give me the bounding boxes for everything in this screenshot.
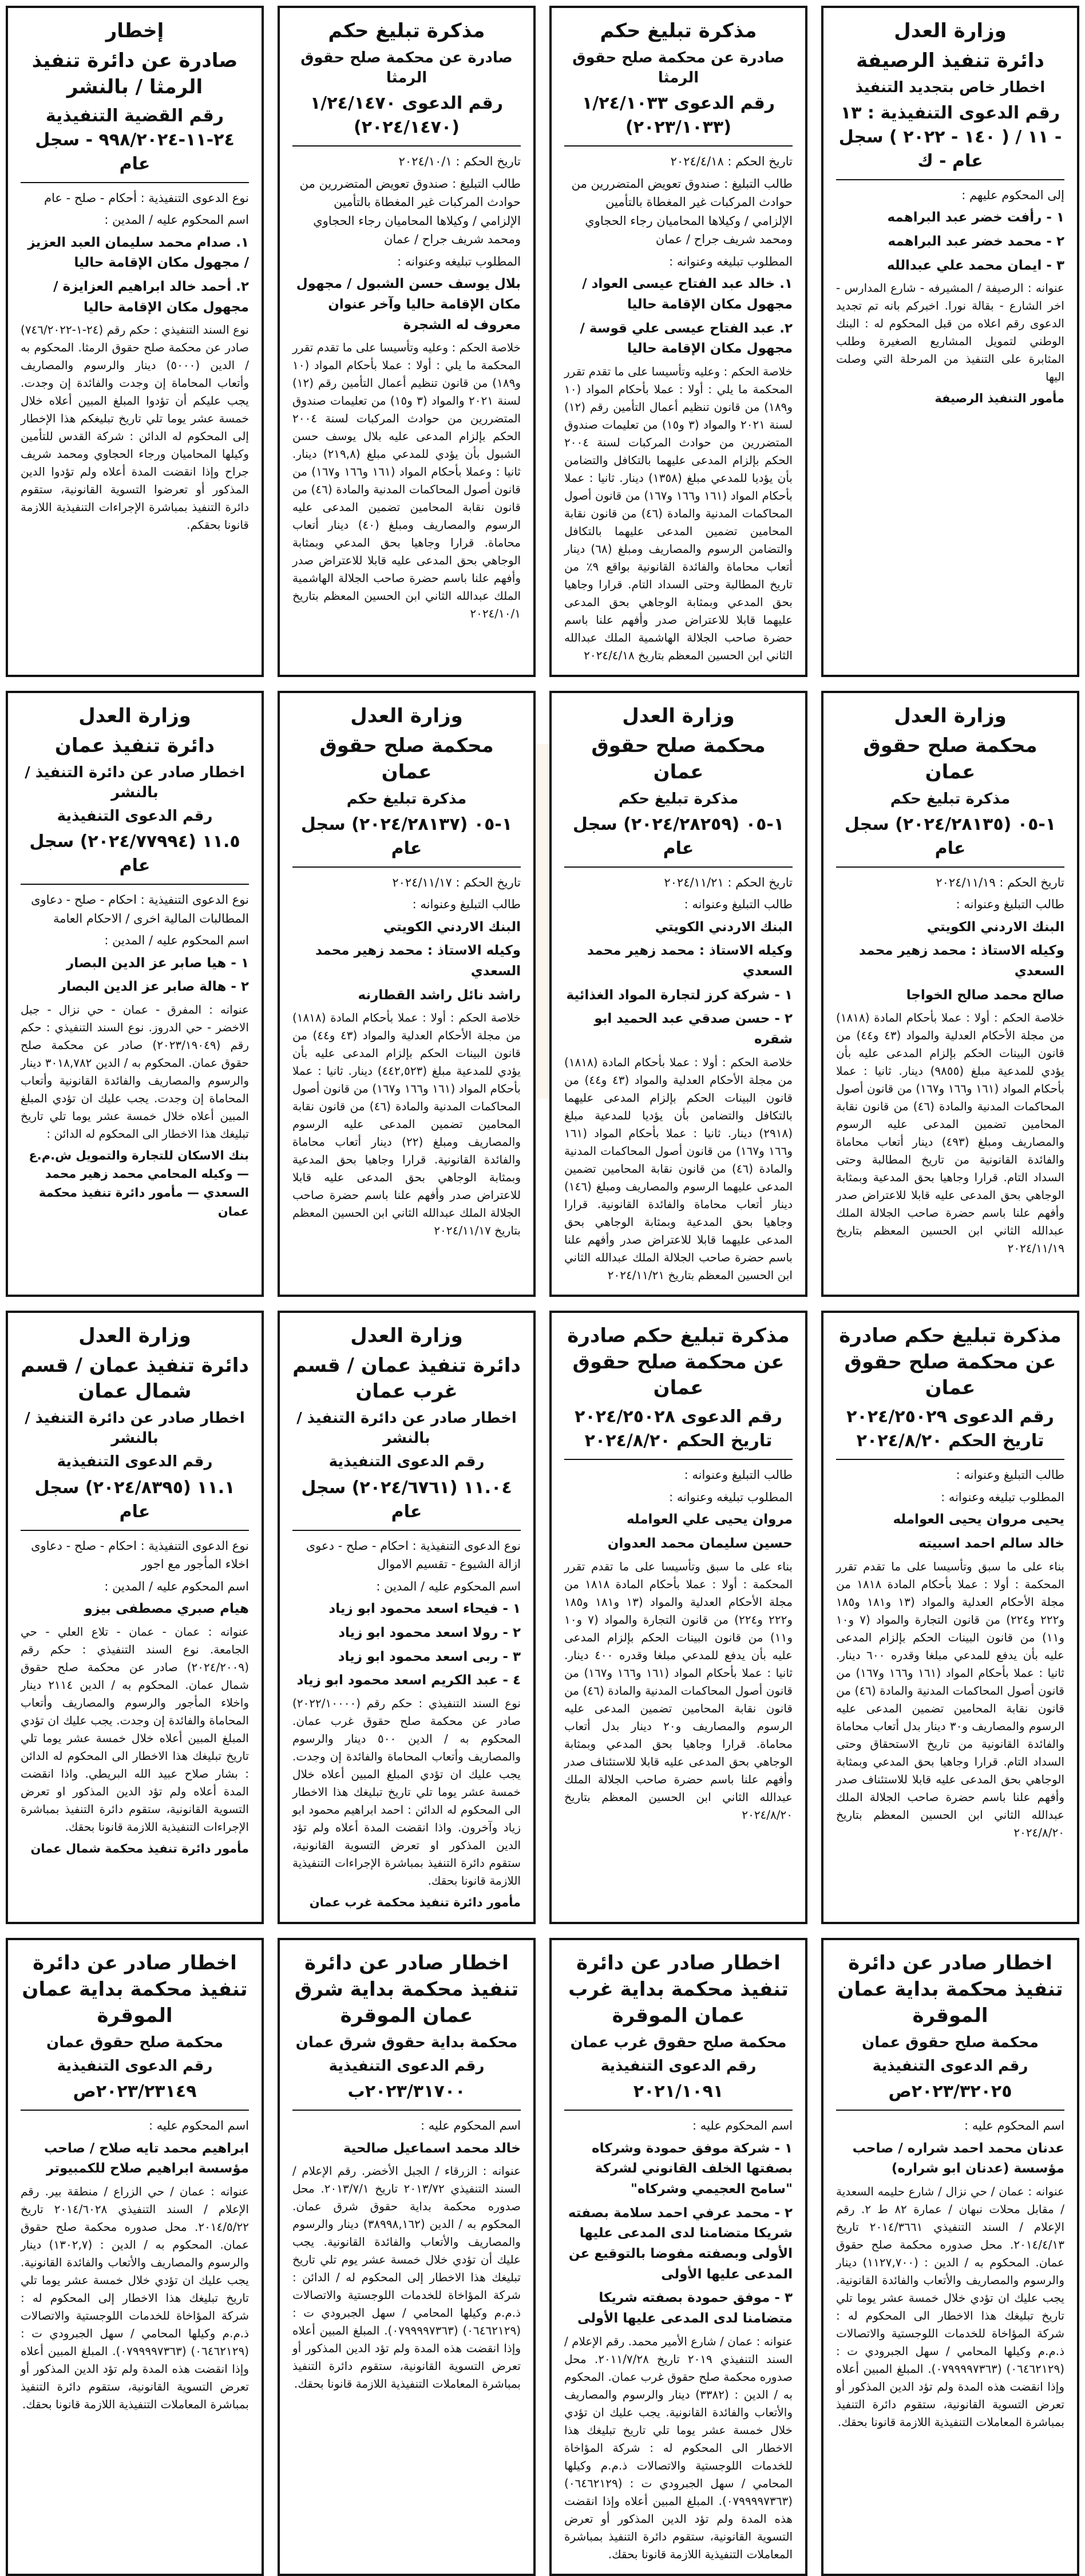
party-name: ٢ - رولا اسعد محمود ابو زياد <box>338 1625 521 1640</box>
notice-subheading: مذكرة تبليغ حكم <box>346 790 467 808</box>
case-number: ١-٠٥ (٢٠٢٤/٢٨١٣٧) سجل عام <box>300 814 513 858</box>
case-number: ١١.١ (٢٠٢٤/٨٣٩٥) سجل عام <box>34 1477 235 1522</box>
party-name: ١ - هيا صابر عز الدين البصار <box>66 955 249 971</box>
case-number: رقم الدعوى ٢٠٢٤/٢٥٠٢٨ تاريخ الحكم ٢٠٢٤/٨/٢٠ <box>575 1407 782 1451</box>
party-name: ٢. عبد الفتاح عيسى علي قوسة / مجهول مكان الإقامة حاليا <box>580 320 793 357</box>
notice-body: عنوانه : عمان / حي الزراع / منطقة بير. رقم الإعلام / السند التنفيذي ٢٠١٤/٦٠٢٨ تاريخ ٢٠١٤/٥/٢٢. محل صدوره محكمة صلح حقوق عمان. المحكوم به / الدين : (١٣٠٢,٧) دينار والرسوم والمصاريف والأتعاب والفائدة القانونية. يجب عليك ان تؤدي خلال خمسة عشر يوما تلي تاريخ تبليغك هذا الاخطار إلى المحكوم له : شركة المؤاخاة للخدمات اللوجستية والاتصالات ذ.م.م وكيلها المحامي / سهل الجبرودي ت : (٠٦٤٦٢١٢٩) (٠٧٩٩٩٩٧٣٦٣). المبلغ المبين أعلاه وإذا انقضت هذه المدة ولم تؤد الدين المذكور أو تعرض التسوية القانونية، ستقوم دائرة التنفيذ بمباشرة المعاملات التنفيذية اللازمة قانونا بحقك. <box>21 2185 249 2412</box>
divider <box>21 884 249 885</box>
party-name: ٢ - حسن صدقي عبد الحميد ابو شقره <box>594 1011 793 1047</box>
party-name: خالد محمد اسماعيل صالحية <box>343 2140 521 2156</box>
case-number: رقم الدعوى ٢٠٢٤/٢٥٠٢٩ تاريخ الحكم ٢٠٢٤/٨/٢٠ <box>846 1407 1054 1451</box>
notice-heading: وزارة العدل <box>78 704 191 727</box>
notice-field: اسم المحكوم عليه / المدين : <box>104 213 249 227</box>
notice-heading: مذكرة تبليغ حكم <box>328 19 485 42</box>
notice-field: تاريخ الحكم : ٢٠٢٤/١١/١٩ <box>936 875 1064 889</box>
notice-heading: وزارة العدل <box>350 704 463 727</box>
notice-field: اسم المحكوم عليه : <box>421 2119 521 2133</box>
notice-signature: مأمور دائرة تنفيذ محكمة غرب عمان <box>309 1895 521 1909</box>
party-name: خالد سالم احمد اسبيته <box>918 1536 1064 1552</box>
notice-subheading: محكمة صلح حقوق عمان <box>46 2034 223 2051</box>
notice-heading: محكمة صلح حقوق عمان <box>591 734 766 784</box>
party-name: ٢ - هالة صابر عز الدين البصار <box>58 979 249 995</box>
case-number: ١١.٠٤ (٢٠٢٤/٦٧٦١) سجل عام <box>301 1477 512 1522</box>
notice-field: اسم المحكوم عليه : <box>692 2119 793 2133</box>
legal-notice <box>549 6 807 677</box>
notice-heading: اخطار صادر عن دائرة تنفيذ محكمة بداية شرق عمان الموقرة <box>294 1952 519 2028</box>
notice-field: تاريخ الحكم : ٢٠٢٤/١١/١٧ <box>392 875 521 889</box>
notice-body: خلاصة الحكم : أولا : عملا بأحكام المادة (١٨١٨) من مجلة الأحكام العدلية والمواد (٤٣ و٤٤) من قانون البينات الحكم بإلزام المدعى عليهما بالتكافل والتضامن بأن يؤديا للمدعية مبلغ (٢٩١٨) دينار. ثانيا : عملا بأحكام المواد (١٦١ و١٦٦ و١٦٧) من قانون أصول المحاكمات المدنية والمادة (٤٦) من قانون نقابة المحامين تضمين المدعى عليهما الرسوم والمصاريف ومبلغ (١٤٦) دينار أتعاب محاماة والفائدة القانونية. قرارا وجاهيا بحق المدعية وبمثابة الوجاهي بحق المدعى عليهما قابلا للاعتراض صدر وأفهم علنا باسم حضرة صاحب الجلالة الملك عبدالله الثاني ابن الحسين المعظم بتاريخ ٢٠٢٤/١١/٢١ <box>564 1055 793 1282</box>
notice-body: خلاصة الحكم : أولا : عملا بأحكام المادة (١٨١٨) من مجلة الأحكام العدلية والمواد (٤٣ و٤٤) من قانون البينات الحكم بإلزام المدعى عليه بأن يؤدي للمدعية مبلغ (٤٤٢,٥٢٣) دينار. ثانيا : عملا بأحكام المواد (١٦١ و١٦٦ و١٦٧) من قانون أصول المحاكمات المدنية والمادة (٤٦) من قانون نقابة المحامين تضمين المدعى عليه الرسوم والمصاريف ومبلغ (٢٢) دينار أتعاب محاماة والفائدة القانونية. قرارا وجاهيا بحق المدعية وبمثابة الوجاهي بحق المدعى عليه قابلا للاعتراض صدر وأفهم علنا باسم حضرة صاحب الجلالة الملك عبدالله الثاني ابن الحسين المعظم بتاريخ ٢٠٢٤/١١/١٧ <box>292 1011 521 1238</box>
legal-notice <box>821 6 1079 677</box>
notice-heading: دائرة تنفيذ الرصيفة <box>856 49 1044 72</box>
divider <box>21 2110 249 2111</box>
notice-field: طالب التبليغ : صندوق تعويض المتضررين من حوادث المركبات غير المغطاة بالتأمين الإلزامي / وكيلاها المحاميان رجاء الحجاوي ومحمد شريف جراح / عمان <box>299 176 521 247</box>
legal-notice <box>278 6 536 677</box>
divider <box>836 1459 1064 1460</box>
divider <box>292 1530 521 1531</box>
notice-heading: مذكرة تبليغ حكم <box>600 19 757 42</box>
divider <box>564 2110 793 2111</box>
notice-heading: اخطار صادر عن دائرة تنفيذ محكمة بداية عمان الموقرة <box>22 1952 248 2028</box>
notice-field: المطلوب تبليغه وعنوانه : <box>941 1490 1064 1504</box>
notice-field: نوع الدعوى التنفيذية : أحكام - صلح - عام <box>43 191 249 205</box>
notices-grid <box>6 6 1079 2561</box>
notice-field: تاريخ الحكم : ٢٠٢٤/١١/٢١ <box>664 875 793 889</box>
party-name: هيام صبري مصطفى بيزو <box>84 1601 249 1617</box>
notice-field: طالب التبليغ وعنوانه : <box>956 897 1064 912</box>
notice-field: المطلوب تبليغه وعنوانه : <box>669 254 793 268</box>
party-name: حسين سليمان محمد العدوان <box>607 1536 793 1552</box>
divider <box>292 2110 521 2111</box>
notice-subheading: رقم الدعوى التنفيذية <box>328 2057 485 2075</box>
notice-heading: وزارة العدل <box>350 1324 463 1347</box>
divider <box>292 866 521 868</box>
party-name: راشد نائل راشد القطارنه <box>358 987 521 1003</box>
notice-field: المطلوب تبليغه وعنوانه : <box>397 254 521 268</box>
party-name: بلال يوسف حسن الشبول / مجهول مكان الإقامة حاليا وآخر عنوان معروف له الشجرة <box>296 276 521 333</box>
notice-field: نوع الدعوى التنفيذية : احكام - صلح - دعاوى المطالبات المالية اخرى / الاحكام العامة <box>31 892 249 925</box>
divider <box>564 1459 793 1460</box>
notice-signature: مأمور التنفيذ الرصيفة <box>934 391 1064 406</box>
party-name: ابراهيم محمد تايه صلاح / صاحب مؤسسة ابراهيم صلاح للكمبيوتر <box>44 2140 249 2177</box>
notice-body: عنوانه : عمان / شارع الأمير محمد. رقم الإعلام / السند التنفيذي ٢٠١٩ تاريخ ٢٠١١/٧/٢٨. محل صدوره محكمة صلح حقوق غرب عمان. المحكوم به / الدين : (٣٣٨٢) دينار والرسوم والمصاريف والأتعاب والفائدة القانونية. يجب عليك ان تؤدي خلال خمسة عشر يوما تلي تاريخ تبليغك هذا الاخطار الى المحكوم له : شركة المؤاخاة للخدمات اللوجستية والاتصالات ذ.م.م وكيلها المحامي / سهل الجبرودي ت : (٠٦٤٦٢١٢٩) (٠٧٩٩٩٩٧٣٦٣). المبلغ المبين أعلاه وإذا انقضت هذه المدة ولم تؤد الدين المذكور أو تعرض التسوية القانونية، ستقوم دائرة التنفيذ بمباشرة المعاملات التنفيذية اللازمة قانونا بحقك. <box>564 2334 793 2561</box>
party-name: البنك الاردني الكويتي <box>926 919 1064 935</box>
notice-field: طالب التبليغ : صندوق تعويض المتضررين من حوادث المركبات غير المغطاة بالتأمين الإلزامي / وكيلاها المحاميان رجاء الحجاوي ومحمد شريف جراح / عمان <box>571 176 793 247</box>
case-number: ١-٠٥ (٢٠٢٤/٢٨٢٥٩) سجل عام <box>572 814 785 858</box>
legal-notice <box>821 1938 1079 2575</box>
notice-body: بناء على ما سبق وتأسيسا على ما تقدم تقرر المحكمة : أولا : عملا بأحكام المادة ١٨١٨ من مجلة الأحكام العدلية والمواد (١٣ و١٨١ و١٨٥ و٢٢٢ و٢٢٤) من قانون التجارة والمواد (٧ و١٠ و١١) من قانون البينات الحكم بإلزام المدعى عليه بأن يدفع للمدعي مبلغا وقدره ٤٠٠ دينار. ثانيا : عملا بأحكام المواد (١٦١ و١٦٦ و١٦٧) من قانون أصول المحاكمات المدنية والمادة (٤٦) من قانون نقابة المحامين تضمين المدعى عليه الرسوم والمصاريف و٢٠ دينار بدل أتعاب محاماة. قرارا وجاهيا بحق المدعي وبمثابة الوجاهي بحق المدعى عليه قابلا للاستئناف صدر وأفهم علنا باسم حضرة صاحب الجلالة الملك عبدالله الثاني ابن الحسين المعظم بتاريخ ٢٠٢٤/٨/٢٠ <box>564 1559 793 1822</box>
notice-field: المطلوب تبليغه وعنوانه : <box>669 1490 793 1504</box>
party-name: ٢ - محمد خضر عبد البراهمه <box>888 234 1064 250</box>
party-name: ٣ - ربى اسعد محمود ابو زياد <box>338 1649 521 1664</box>
party-name: البنك الاردني الكويتي <box>383 919 521 935</box>
divider <box>21 182 249 183</box>
notice-subheading: صادرة عن محكمة صلح حقوق الرمثا <box>572 49 785 86</box>
notice-field: اسم المحكوم عليه / المدين : <box>104 1579 249 1593</box>
notice-field: اسم المحكوم عليه / المدين : <box>104 933 249 948</box>
party-name: ١ - شركة كرز لتجارة المواد الغذائية <box>566 987 793 1003</box>
case-number: ٢٠٢٣/٣٢٠٢٥ص <box>888 2082 1012 2102</box>
party-name: مروان يحيى علي العوامله <box>626 1512 793 1528</box>
notice-field: اسم المحكوم عليه / المدين : <box>376 1579 521 1593</box>
notice-signature: مأمور دائرة تنفيذ محكمة شمال عمان <box>30 1841 249 1855</box>
notice-subheading: اخطار خاص بتجديد التنفيذ <box>855 78 1046 96</box>
party-name: ٢ - محمد عرفي احمد سلامة بصفته شريكا متضامنا لدى المدعى عليها الأولى وبصفته مفوضا بالتوقيع عن المدعى عليها الأولى <box>568 2205 793 2282</box>
party-name: وكيله الاستاذ : محمد زهير محمد السعدي <box>858 943 1064 979</box>
notice-body: عنوانه : المفرق - عمان - حي نزال - جبل الاخضر - حي الدروز. نوع السند التنفيذي : حكم رقم (٢٠٢٣/١٩٠٤٩) صادر عن محكمة صلح حقوق عمان. المحكوم به / الدين ٣٠١٨,٧٨٢ دينار والرسوم والمصاريف والفائدة القانونية وأتعاب المحاماة إن وجدت. يجب عليك ان تؤدي المبلغ المبين أعلاه خلال خمسة عشر يوما تلي تاريخ تبليغك هذا الاخطار الى المحكوم له الدائن : <box>21 1002 249 1141</box>
notice-body: خلاصة الحكم : أولا : عملا بأحكام المادة (١٨١٨) من مجلة الأحكام العدلية والمواد (٤٣ و٤٤) من قانون البينات الحكم بإلزام المدعى عليه بأن يؤدي للمدعية مبلغ (٩٨٥٥) دينار. ثانيا : عملا بأحكام المواد (١٦١ و١٦٦ و١٦٧) من قانون أصول المحاكمات المدنية والمادة (٤٦) من قانون نقابة المحامين تضمين المدعى عليه الرسوم والمصاريف ومبلغ (٤٩٣) دينار أتعاب محاماة والفائدة القانونية من تاريخ المطالبة وحتى السداد التام. قرارا وجاهيا بحق المدعية وبمثابة الوجاهي بحق المدعى عليه قابلا للاعتراض صدر وأفهم علنا باسم حضرة صاحب الجلالة الملك عبدالله الثاني ابن الحسين المعظم بتاريخ ٢٠٢٤/١١/١٩ <box>836 1011 1065 1256</box>
notice-subheading: محكمة صلح حقوق غرب عمان <box>570 2034 787 2051</box>
divider <box>564 145 793 147</box>
notice-body: بناء على ما سبق وتأسيسا على ما تقدم تقرر المحكمة : أولا : عملا بأحكام المادة ١٨١٨ من مجلة الأحكام العدلية والمواد (١٣ و١٨١ و١٨٥ و٢٢٢ و٢٢٤) من قانون التجارة والمواد (٧ و١٠ و١١) من قانون البينات الحكم بإلزام المدعى عليه بأن يدفع للمدعي مبلغا وقدره ٦٠٠ دينار. ثانيا : عملا بأحكام المواد (١٦١ و١٦٦ و١٦٧) من قانون أصول المحاكمات المدنية والمادة (٤٦) من قانون نقابة المحامين تضمين المدعى عليه الرسوم والمصاريف و٣٠ دينار بدل أتعاب محاماة والفائدة القانونية من تاريخ الاستحقاق وحتى السداد التام. قرارا وجاهيا بحق المدعي وبمثابة الوجاهي بحق المدعى عليه قابلا للاستئناف صدر وأفهم علنا باسم حضرة صاحب الجلالة الملك عبدالله الثاني ابن الحسين المعظم بتاريخ ٢٠٢٤/٨/٢٠ <box>836 1559 1065 1839</box>
party-name: ١. خالد عبد الفتاح عيسى العواد / مجهول مكان الإقامة حاليا <box>582 276 793 312</box>
notice-subheading: اخطار صادر عن دائرة التنفيذ / بالنشر <box>296 1410 517 1447</box>
divider <box>21 1530 249 1531</box>
case-number: رقم الدعوى ١/٢٤/١٤٧٠ (٢٠٢٤/١٤٧٠) <box>310 93 504 138</box>
notice-body: عنوانه : عمان / حي نزال / شارع حليمه السعدية / مقابل محلات نبهان / عمارة ٨٢ ط ٢. رقم الإعلام / السند التنفيذي ٢٠١٤/٣٦٦١ تاريخ ٢٠١٤/٤/١٣. محل صدوره محكمة صلح حقوق عمان. المحكوم به / الدين : (١١٢٧,٧٠٠) دينار والرسوم والمصاريف والأتعاب والفائدة القانونية. يجب عليك ان تؤدي خلال خمسة عشر يوما تلي تاريخ تبليغك هذا الاخطار الى المحكوم له : شركة المؤاخاة للخدمات اللوجستية والاتصالات ذ.م.م وكيلها المحامي / سهل الجبرودي ت : (٠٦٤٦٢١٢٩) (٠٧٩٩٩٩٧٣٦٣). المبلغ المبين أعلاه وإذا انقضت هذه المدة ولم تؤد الدين المذكور أو تعرض التسوية القانونية، ستقوم دائرة التنفيذ بمباشرة المعاملات التنفيذية اللازمة قانونا بحقك. <box>836 2185 1065 2429</box>
notice-field: طالب التبليغ وعنوانه : <box>684 897 793 912</box>
legal-notice <box>278 1311 536 1925</box>
notice-subheading: رقم الدعوى التنفيذية <box>872 2057 1028 2075</box>
notice-heading: مذكرة تبليغ حكم صادرة عن محكمة صلح حقوق عمان <box>567 1324 790 1400</box>
notice-signature: بنك الاسكان للتجارة والتمويل ش.م.ع — وكيله المحامي محمد زهير محمد السعدي — مأمور دائرة تنفيذ محكمة عمان <box>29 1148 249 1218</box>
case-number: ١١.٥ (٢٠٢٤/٧٧٩٩٤) سجل عام <box>29 831 240 876</box>
notice-field: طالب التبليغ وعنوانه : <box>956 1468 1064 1482</box>
party-name: ١. صدام محمد سليمان العبد العزيز / مجهول مكان الإقامة حاليا <box>27 235 249 271</box>
notice-subheading: مذكرة تبليغ حكم <box>890 790 1011 808</box>
party-name: يحيى مروان يحيى العوامله <box>893 1512 1064 1528</box>
party-name: ٣ - ايمان محمد علي عبدالله <box>887 258 1064 273</box>
notice-field: اسم المحكوم عليه : <box>964 2119 1064 2133</box>
legal-notice <box>821 691 1079 1297</box>
party-name: البنك الاردني الكويتي <box>655 919 793 935</box>
case-number: رقم القضية التنفيذية ٢٤-١١-٩٩٨/٢٠٢٤ - سجل عام <box>35 105 235 174</box>
notice-heading: اخطار صادر عن دائرة تنفيذ محكمة بداية عمان الموقرة <box>837 1952 1063 2028</box>
notice-field: طالب التبليغ وعنوانه : <box>684 1468 793 1482</box>
legal-notice <box>821 1311 1079 1925</box>
divider <box>292 145 521 147</box>
case-number: رقم الدعوى ١/٢٤/١٠٣٣ (٢٠٢٣/١٠٣٣) <box>581 93 775 138</box>
notice-heading: وزارة العدل <box>622 704 735 727</box>
legal-notice <box>549 691 807 1297</box>
notice-subheading: رقم الدعوى التنفيذية <box>57 807 213 825</box>
legal-notice <box>278 1938 536 2575</box>
notice-heading: وزارة العدل <box>78 1324 191 1347</box>
notice-field: اسم المحكوم عليه : <box>149 2119 249 2133</box>
notice-subheading: محكمة صلح حقوق عمان <box>862 2034 1039 2051</box>
party-name: وكيله الاستاذ : محمد زهير محمد السعدي <box>587 943 793 979</box>
notice-subheading: اخطار صادر عن دائرة التنفيذ / بالنشر <box>25 1410 245 1447</box>
notice-heading: محكمة صلح حقوق عمان <box>863 734 1038 784</box>
notice-subheading: رقم الدعوى التنفيذية <box>57 2057 213 2075</box>
case-number: ٢٠٢٣/٢٣١٤٩ص <box>73 2082 197 2102</box>
legal-notice <box>6 6 264 677</box>
case-number: ٢٠٢١/١٠٩١ <box>633 2082 724 2102</box>
party-name: ١ - رأفت خضر عبد البراهمه <box>887 210 1064 225</box>
party-name: ٤ - عبد الكريم اسعد محمود ابو زياد <box>296 1673 521 1688</box>
legal-notice <box>6 1311 264 1925</box>
divider <box>836 179 1064 180</box>
notice-field: إلى المحكوم عليهم : <box>961 188 1064 202</box>
notice-body: نوع السند التنفيذي : حكم رقم (٢٤-١-٧٤٦/٢٠٢٢) صادر عن محكمة صلح حقوق الرمثا. المحكوم به / الدين (٥٠٠٠) دينار والرسوم والمصاريف وأتعاب المحاماة إن وجدت والفائدة إن وجدت. يجب عليكم أن تؤدوا المبلغ المبين أعلاه خلال خمسة عشر يوما تلي تاريخ تبليغكم هذا الإخطار إلى المحكوم له الدائن : شركة القدس للتأمين وكيلها المحاميان ورجاء الحجاوي ومحمد شريف جراح وإذا انقضت المدة أعلاه ولم تؤدوا الدين المذكور أو تعرضوا التسوية القانونية، ستقوم دائرة التنفيذ بمباشرة الإجراءات التنفيذية اللازمة قانونا بحقكم. <box>21 323 249 532</box>
notice-field: تاريخ الحكم : ٢٠٢٤/٤/١٨ <box>670 155 793 169</box>
party-name: وكيله الاستاذ : محمد زهير محمد السعدي <box>315 943 521 979</box>
case-number: ٢٠٢٣/٣١٧٠٠ب <box>347 2082 466 2102</box>
notice-heading: صادرة عن دائرة تنفيذ الرمثا / بالنشر <box>31 49 238 98</box>
notice-heading: وزارة العدل <box>894 704 1007 727</box>
notice-heading: دائرة تنفيذ عمان / قسم شمال عمان <box>21 1354 249 1403</box>
notice-subheading: مذكرة تبليغ حكم <box>618 790 739 808</box>
party-name: ٣ - موفق حمودة بصفته شريكا متضامنا لدى المدعى عليها الأولى <box>577 2290 793 2326</box>
notice-body: نوع السند التنفيذي : حكم رقم (٢٠٢٢/١٠٠٠٠) صادر عن محكمة صلح حقوق غرب عمان. المحكوم به / الدين ٥٠٠ دينار والرسوم والمصاريف وأتعاب المحاماة والفائدة إن وجدت. يجب عليك ان تؤدي المبلغ المبين أعلاه خلال خمسة عشر يوما تلي تاريخ تبليغك هذا الاخطار الى المحكوم له الدائن : احمد ابراهيم محمود ابو زياد وآخرون. واذا انقضت المدة أعلاه ولم تؤد الدين المذكور او تعرض التسوية القانونية، ستقوم دائرة التنفيذ بمباشرة الإجراءات التنفيذية اللازمة قانونا بحقك. <box>292 1696 521 1888</box>
party-name: عدنان محمد احمد شراره / صاحب مؤسسة (عدنان ابو شراره) <box>852 2140 1064 2177</box>
legal-notice <box>549 1311 807 1925</box>
legal-notice <box>6 1938 264 2575</box>
divider <box>836 2110 1064 2111</box>
notice-heading: دائرة تنفيذ عمان / قسم غرب عمان <box>292 1354 521 1403</box>
notice-body: عنوانه : الرصيفة / المشيرفه - شارع المدارس - اخر الشارع - بقالة نورا. اخبركم بانه تم تجديد الدعوى رقم اعلاه من قبل المحكوم له : البنك الوطني لتمويل المشاريع الصغيرة وطلب المثابرة على التنفيذ من المرحلة التي وصلت اليها <box>836 281 1064 384</box>
notice-field: تاريخ الحكم : ٢٠٢٤/١٠/١ <box>398 155 521 169</box>
party-name: ١ - فيحاء اسعد محمود ابو زياد <box>328 1601 521 1617</box>
notice-subheading: محكمة بداية حقوق شرق عمان <box>295 2034 518 2051</box>
party-name: صالح محمد صالح الخواجا <box>906 987 1064 1003</box>
notice-body: عنوانه : الزرقاء / الجبل الأخضر. رقم الإعلام / السند التنفيذي ٢٠١٣/٧٢ تاريخ ٢٠١٣/٧/١. محل صدوره محكمة بداية حقوق شرق عمان. المحكوم به / الدين (٣٨٩٩٨,١٦٢) دينار والرسوم والمصاريف والأتعاب والفائدة القانونية. يجب عليك أن تؤدي خلال خمسة عشر يوم تلي تاريخ تبليغك هذا الاخطار إلى المحكوم له / الدائن : شركة المؤاخاة للخدمات اللوجستية والاتصالات ذ.م.م وكيلها المحامي / سهل الجبرودي ت : (٠٦٤٦٢١٢٩) (٠٧٩٩٩٩٧٣٦٣). المبلغ المبين أعلاه وإذا انقضت هذه المدة ولم تؤد الدين المذكور أو تعرض التسوية القانونية، ستقوم دائرة التنفيذ بمباشرة المعاملات التنفيذية اللازمة قانونا بحقك. <box>292 2164 521 2391</box>
notice-field: نوع الدعوى التنفيذية : احكام - صلح - دعوى ازالة الشيوع - تقسيم الاموال <box>306 1538 521 1572</box>
notice-subheading: رقم الدعوى التنفيذية <box>328 1453 485 1471</box>
divider <box>836 866 1064 868</box>
case-number: رقم الدعوى التنفيذية : ١٣ - ١١ / ( ١٤٠ - ٢٠٢٢ ) سجل عام - ك <box>838 102 1062 171</box>
notice-heading: إخطار <box>105 19 164 42</box>
notice-heading: محكمة صلح حقوق عمان <box>319 734 494 784</box>
party-name: ٢. أحمد خالد ابراهيم العزايزة / مجهول مكان الإقامة حاليا <box>53 279 249 315</box>
notice-subheading: اخطار صادر عن دائرة التنفيذ / بالنشر <box>25 763 245 801</box>
legal-notice <box>549 1938 807 2575</box>
notice-heading: دائرة تنفيذ عمان <box>54 734 215 757</box>
notice-subheading: رقم الدعوى التنفيذية <box>57 1453 213 1471</box>
notice-field: نوع الدعوى التنفيذية : احكام - صلح - دعاوى اخلاء المأجور مع اجور <box>31 1538 249 1572</box>
case-number: ١-٠٥ (٢٠٢٤/٢٨١٣٥) سجل عام <box>844 814 1056 858</box>
notice-body: خلاصة الحكم : وعليه وتأسيسا على ما تقدم تقرر المحكمة ما يلي : أولا : عملا بأحكام المواد (١٠ و١٨٩) من قانون تنظيم أعمال التأمين رقم (١٢) لسنة ٢٠٢١ والمواد (٣ و١٥) من تعليمات صندوق المتضررين من حوادث المركبات لسنة ٢٠٠٤ الحكم بإلزام المدعى عليه بلال يوسف حسن الشبول بأن يؤدي للمدعي مبلغ (٢١٩,٨) دينار. ثانيا : وعملا بأحكام المواد (١٦١ و١٦٦ و١٦٧) من قانون أصول المحاكمات المدنية والمادة (٤٦) من قانون نقابة المحامين تضمين المدعى عليه الرسوم والمصاريف ومبلغ (٤٠) دينار أتعاب محاماة. قرارا وجاهيا بحق المدعي وبمثابة الوجاهي بحق المدعى عليه قابلا للاعتراض صدر وأفهم علنا باسم حضرة صاحب الجلالة الهاشمية الملك عبدالله الثاني ابن الحسين المعظم بتاريخ ٢٠٢٤/١٠/١ <box>292 341 521 621</box>
notice-body: خلاصة الحكم : وعليه وتأسيسا على ما تقدم تقرر المحكمة ما يلي : أولا : عملا بأحكام المواد (١٠ و١٨٩) من قانون تنظيم أعمال التأمين رقم (١٢) لسنة ٢٠٢١ والمواد (٣ و١٥) من تعليمات صندوق المتضررين من حوادث المركبات لسنة ٢٠٠٤ الحكم بإلزام المدعى عليهما بالتكافل والتضامن بأن يؤديا للمدعي مبلغ (١٣٥٨) دينار. ثانيا : عملا بأحكام المواد (١٦١ و١٦٦ و١٦٧) من قانون أصول المحاكمات المدنية والمادة (٤٦) من قانون نقابة المحامين تضمين المدعى عليهما بالتكافل والتضامن الرسوم والمصاريف ومبلغ (٦٨) دينار أتعاب محاماة والفائدة القانونية بواقع ٩٪ من تاريخ المطالبة وحتى السداد التام. قرارا وجاهيا بحق المدعي وبمثابة الوجاهي بحق المدعى عليهما قابلا للاعتراض صدر وأفهم علنا باسم حضرة صاحب الجلالة الهاشمية الملك عبدالله الثاني ابن الحسين المعظم بتاريخ ٢٠٢٤/٤/١٨ <box>564 364 793 662</box>
notice-subheading: رقم الدعوى التنفيذية <box>600 2057 757 2075</box>
notice-body: عنوانه : عمان - عمان - تلاع العلي - حي الجامعة. نوع السند التنفيذي : حكم رقم (٢٠٢٤/٢٠٠٩) صادر عن محكمة صلح حقوق شمال عمان. المحكوم به / الدين ٢١١٤ دينار واخلاء المأجور والرسوم والمصاريف وأتعاب المحاماة والفائدة إن وجدت. يجب عليك ان تؤدي المبلغ المبين أعلاه خلال خمسة عشر يوما تلي تاريخ تبليغك هذا الاخطار الى المحكوم له الدائن : بشار صلاح عبيد الله البريطي. واذا انقضت المدة أعلاه ولم تؤد الدين المذكور او تعرض التسوية القانونية، ستقوم دائرة التنفيذ بمباشرة الإجراءات التنفيذية اللازمة قانونا بحقك. <box>21 1624 249 1834</box>
legal-notice <box>278 691 536 1297</box>
notice-field: طالب التبليغ وعنوانه : <box>412 897 521 912</box>
notice-heading: مذكرة تبليغ حكم صادرة عن محكمة صلح حقوق عمان <box>839 1324 1062 1400</box>
notice-heading: اخطار صادر عن دائرة تنفيذ محكمة بداية غرب عمان الموقرة <box>568 1952 789 2028</box>
party-name: ١ - شركة موفق حمودة وشركاه بصفتها الخلف القانوني لشركة "سامح العجيمي وشركاه" <box>592 2140 793 2197</box>
legal-notice <box>6 691 264 1297</box>
notice-subheading: صادرة عن محكمة صلح حقوق الرمثا <box>300 49 513 86</box>
notice-heading: وزارة العدل <box>894 19 1007 42</box>
divider <box>564 866 793 868</box>
